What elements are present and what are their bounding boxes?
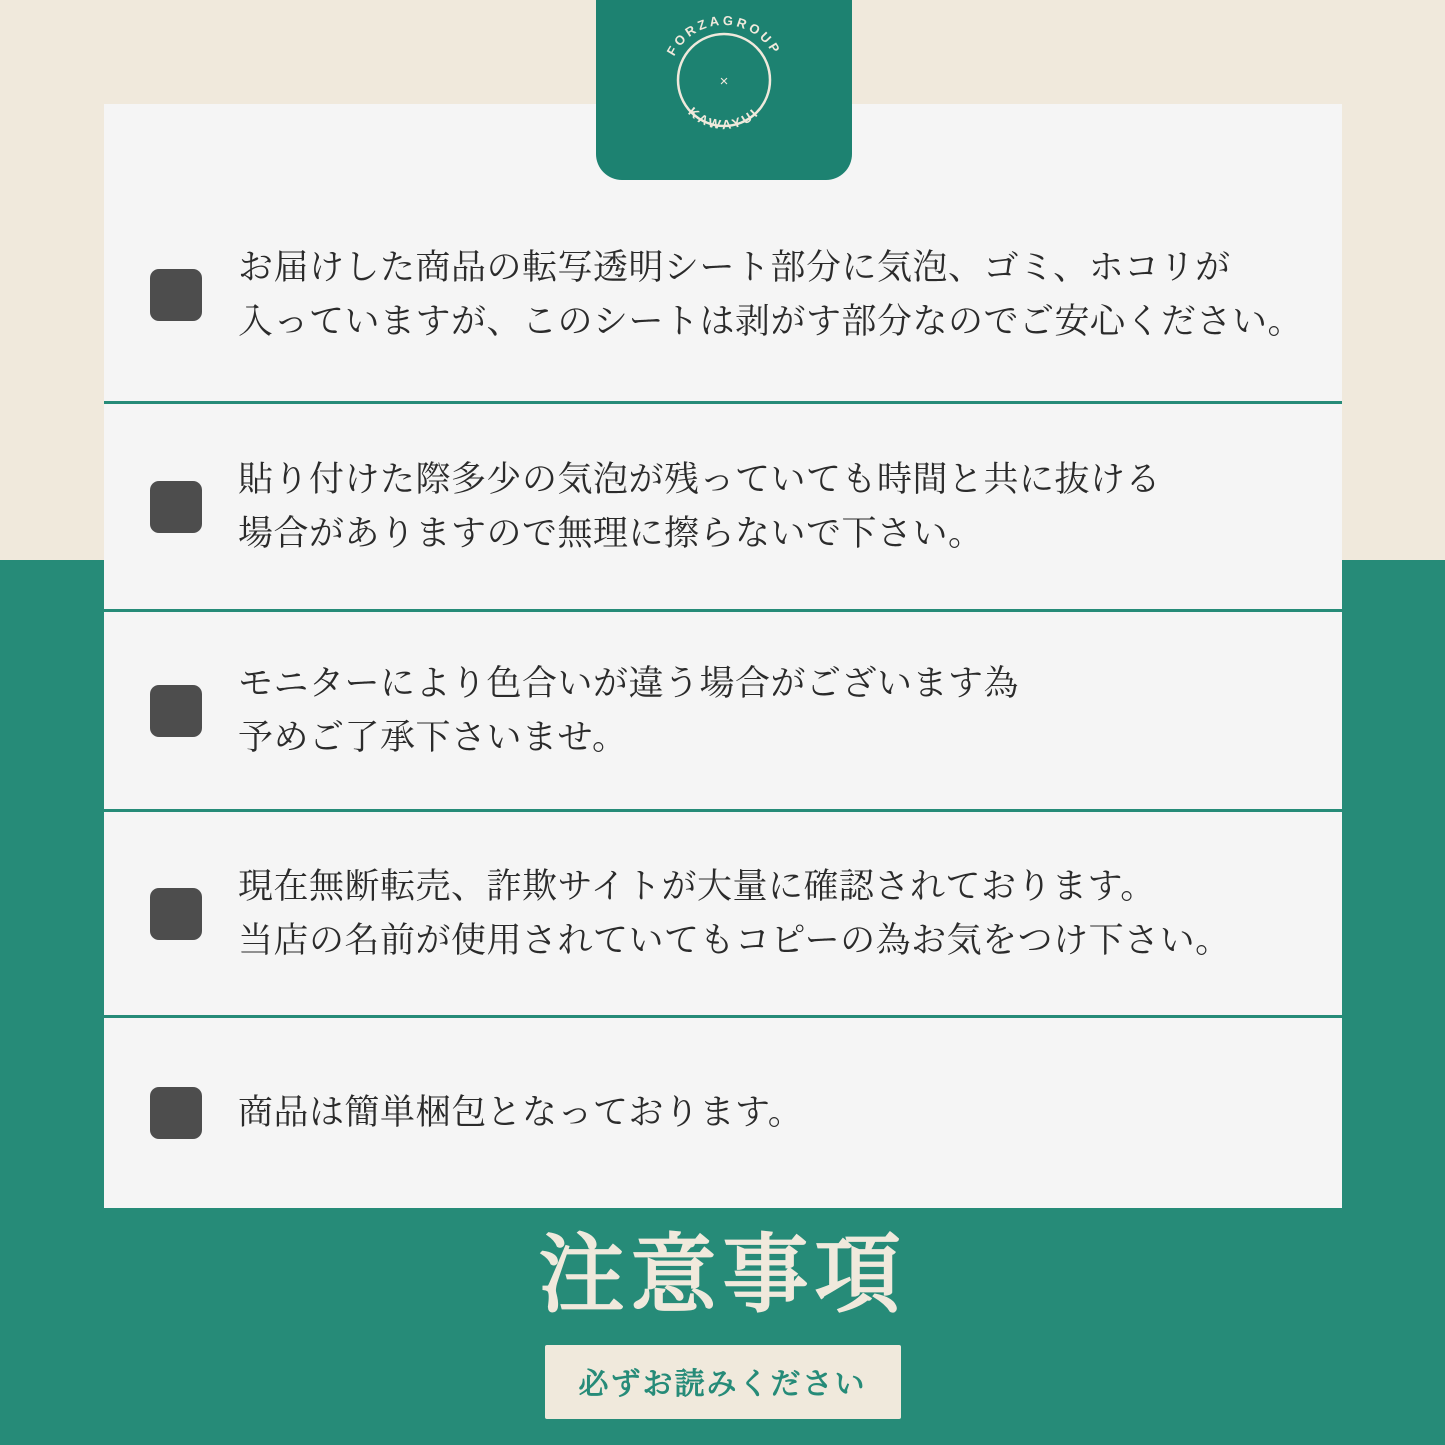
notice-text <box>238 860 1231 966</box>
notice-line: 入っていますが、このシートは剥がす部分なのでご安心ください。 <box>238 301 1304 341</box>
bullet-square-icon <box>150 685 202 737</box>
notice-text <box>238 1086 803 1139</box>
list-item <box>104 1018 1342 1208</box>
notice-line: 商品は簡単梱包となっております。 <box>238 1093 804 1133</box>
notice-text <box>238 453 1161 559</box>
notice-line: 当店の名前が使用されていてもコピーの為お気をつけ下さい。 <box>238 920 1231 960</box>
bullet-square-icon <box>150 481 202 533</box>
svg-text:FORZAGROUP: FORZAGROUP <box>663 12 785 59</box>
list-item <box>104 612 1342 812</box>
brand-logo-badge <box>596 0 852 180</box>
list-item <box>104 404 1342 612</box>
page-title: 注意事項 <box>538 1227 907 1323</box>
bullet-square-icon <box>150 269 202 321</box>
notice-text <box>238 657 1019 763</box>
bullet-square-icon <box>150 888 202 940</box>
bullet-square-icon <box>150 1087 202 1139</box>
notice-text <box>238 241 1303 347</box>
read-notice-badge: 必ずお読みください <box>545 1345 901 1419</box>
notice-card <box>104 104 1342 1208</box>
notice-line: 場合がありますので無理に擦らないで下さい。 <box>238 513 984 553</box>
notice-line: モニターにより色合いが違う場合がございます為 <box>238 664 1020 704</box>
notice-line: 現在無断転売、詐欺サイトが大量に確認されております。 <box>238 867 1156 907</box>
list-item <box>104 812 1342 1018</box>
notice-line: 予めご了承下さいませ。 <box>238 717 628 757</box>
svg-text:×: × <box>719 73 729 90</box>
notice-line: お届けした商品の転写透明シート部分に気泡、ゴミ、ホコリが <box>238 248 1231 288</box>
forzagroup-kawayui-logo-icon <box>649 5 799 155</box>
notice-list <box>104 104 1342 1208</box>
footer-section <box>0 1208 1445 1445</box>
notice-line: 貼り付けた際多少の気泡が残っていても時間と共に抜ける <box>238 460 1162 500</box>
svg-text:KAWAYUI: KAWAYUI <box>685 104 763 133</box>
